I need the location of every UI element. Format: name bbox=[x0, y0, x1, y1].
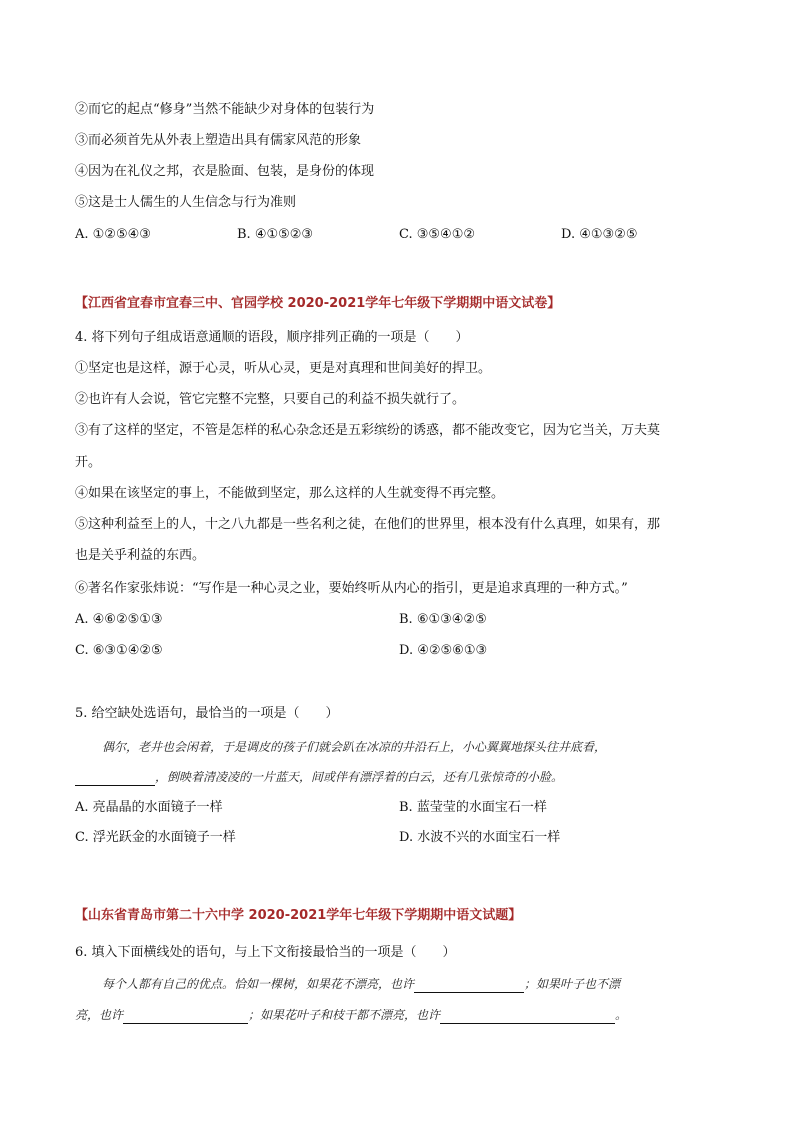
q5-question: 5. 给空缺处选语句，最恰当的一项是（ ） bbox=[75, 706, 339, 721]
q5-option-c: C. 浮光跃金的水面镜子一样 bbox=[75, 830, 236, 845]
q4-line-6: ⑥著名作家张炜说：“写作是一种心灵之业，要始终听从内心的指引，更是追求真理的一种方式。” bbox=[75, 581, 628, 596]
q6-passage-text-e: 。 bbox=[615, 1008, 628, 1022]
q6-passage-text-d: ；如果花叶子和枝干都不漂亮，也许 bbox=[248, 1008, 441, 1022]
q5-passage-line-2 bbox=[75, 768, 563, 786]
q4-option-d: D. ④②⑤⑥①③ bbox=[399, 643, 488, 658]
q3-option-a: A. ①②⑤④③ bbox=[75, 227, 151, 242]
q4-option-c: C. ⑥③①④②⑤ bbox=[75, 643, 163, 658]
q6-answer-blank-2[interactable] bbox=[123, 1011, 248, 1024]
q5-option-d: D. 水波不兴的水面宝石一样 bbox=[399, 830, 561, 845]
q6-passage-text-c: 亮，也许 bbox=[75, 1008, 124, 1022]
q4-line-3: ③有了这样的坚定，不管是怎样的私心杂念还是五彩缤纷的诱惑，都不能改变它，因为它当关，万夫莫 bbox=[75, 423, 661, 438]
q6-passage-text-b: ；如果叶子也不漂 bbox=[524, 977, 621, 991]
q3-option-b: B. ④①⑤②③ bbox=[237, 227, 314, 242]
q3-item-3: ③而必须首先从外表上塑造出具有儒家风范的形象 bbox=[75, 133, 362, 148]
q5-option-a: A. 亮晶晶的水面镜子一样 bbox=[75, 800, 223, 815]
q4-line-5-cont: 也是关乎利益的东西。 bbox=[75, 548, 206, 563]
q3-item-2: ②而它的起点“修身”当然不能缺少对身体的包装行为 bbox=[75, 102, 375, 117]
q4-line-3-cont: 开。 bbox=[75, 455, 102, 470]
source-heading-2: 【山东省青岛市第二十六中学 2020-2021学年七年级下学期期中语文试题】 bbox=[75, 908, 522, 923]
q5-passage-line-2-text: ，倒映着清凌凌的一片蓝天，间或伴有漂浮着的白云，还有几张惊奇的小脸。 bbox=[155, 770, 564, 784]
q5-passage-line-1: 偶尔，老井也会闲着，于是调皮的孩子们就会趴在冰凉的井沿石上，小心翼翼地探头往井底看， bbox=[102, 740, 607, 754]
q3-item-5: ⑤这是士人儒生的人生信念与行为准则 bbox=[75, 195, 297, 210]
q4-line-1: ①坚定也是这样，源于心灵，听从心灵，更是对真理和世间美好的捍卫。 bbox=[75, 361, 492, 376]
source-heading-1: 【江西省宜春市宜春三中、官园学校 2020-2021学年七年级下学期期中语文试卷】 bbox=[75, 296, 561, 311]
q6-answer-blank-3[interactable] bbox=[440, 1011, 615, 1024]
q4-line-2: ②也许有人会说，管它完整不完整，只要自己的利益不损失就行了。 bbox=[75, 392, 466, 407]
q5-answer-blank[interactable] bbox=[75, 773, 155, 786]
q6-passage-line-2 bbox=[75, 1006, 627, 1024]
q6-answer-blank-1[interactable] bbox=[414, 980, 524, 993]
q3-option-d: D. ④①③②⑤ bbox=[561, 227, 638, 242]
q6-passage-line-1 bbox=[102, 975, 620, 993]
q3-item-4: ④因为在礼仪之邦，衣是脸面、包装，是身份的体现 bbox=[75, 164, 375, 179]
q4-option-a: A. ④⑥②⑤①③ bbox=[75, 612, 163, 627]
q4-option-b: B. ⑥①③④②⑤ bbox=[399, 612, 487, 627]
q4-question: 4. 将下列句子组成语意通顺的语段，顺序排列正确的一项是（ ） bbox=[75, 330, 469, 345]
q4-line-5: ⑤这种利益至上的人，十之八九都是一些名利之徒，在他们的世界里，根本没有什么真理，如果有，那 bbox=[75, 517, 661, 532]
q3-option-c: C. ③⑤④①② bbox=[399, 227, 476, 242]
q4-line-4: ④如果在该坚定的事上，不能做到坚定，那么这样的人生就变得不再完整。 bbox=[75, 486, 505, 501]
q6-question: 6. 填入下面横线处的语句，与上下文衔接最恰当的一项是（ ） bbox=[75, 945, 456, 960]
q6-passage-text-a: 每个人都有自己的优点。恰如一棵树，如果花不漂亮，也许 bbox=[102, 977, 415, 991]
q5-option-b: B. 蓝莹莹的水面宝石一样 bbox=[399, 800, 547, 815]
